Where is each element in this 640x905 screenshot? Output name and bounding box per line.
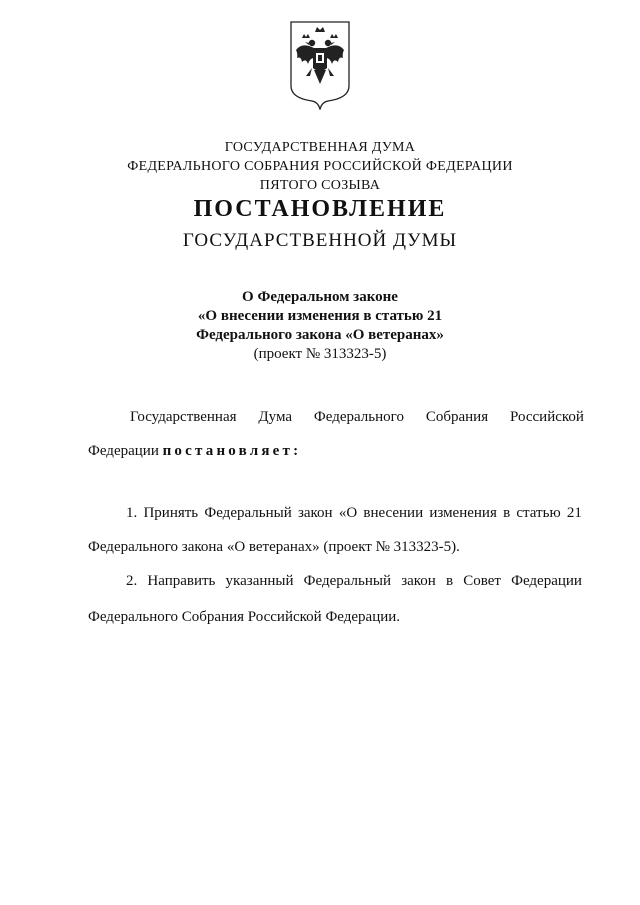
issuing-body-header: [0, 138, 640, 195]
item-word: указанный: [225, 573, 294, 589]
item-word: в: [445, 573, 454, 589]
header-line-2: ФЕДЕРАЛЬНОГО СОБРАНИЯ РОССИЙСКОЙ ФЕДЕРАЦИИ: [127, 159, 513, 174]
item-word: «О: [338, 505, 358, 521]
item-word: в: [503, 505, 511, 521]
preamble-line-1: [130, 409, 584, 426]
item-word: статью: [516, 505, 561, 521]
item-1-line-2: Федерального закона «О ветеранах» (проект № 313323-5).: [88, 539, 460, 555]
item-word: закон: [401, 573, 436, 589]
item-word: Федеральный: [204, 505, 292, 521]
preamble-word: Дума: [258, 409, 293, 425]
preamble-word: Государственная: [130, 409, 237, 425]
item-word: Совет: [463, 573, 501, 589]
subject-line-4: (проект № 313323-5): [253, 346, 387, 362]
item-word: Федеральный: [303, 573, 392, 589]
item-word: Принять: [143, 505, 199, 521]
preamble-word: Российской: [510, 409, 584, 425]
header-line-3: ПЯТОГО СОЗЫВА: [259, 178, 381, 193]
preamble-verb: постановляет:: [162, 443, 302, 459]
preamble-word: Собрания: [425, 409, 489, 425]
item-word: 2.: [126, 573, 138, 589]
preamble-line-2: [88, 443, 584, 460]
item-2-line-2: Федерального Собрания Российской Федерации.: [88, 609, 401, 625]
item-word: Федерации: [511, 573, 582, 589]
item-word: 21: [566, 505, 582, 521]
subject-line-3: Федерального закона «О ветеранах»: [196, 327, 444, 343]
subject-line-1: О Федеральном законе: [242, 289, 398, 305]
preamble-word: Федерального: [313, 409, 404, 425]
subject-line-2: «О внесении изменения в статью 21: [197, 308, 443, 324]
document-subject: [0, 288, 640, 364]
item-word: закон: [297, 505, 333, 521]
document-issuer-title: ГОСУДАРСТВЕННОЙ ДУМЫ: [182, 230, 458, 251]
item-word: 1.: [126, 505, 138, 521]
coat-of-arms-emblem: [288, 18, 352, 110]
item-1-line-1: [126, 505, 582, 522]
item-word: Направить: [147, 573, 216, 589]
item-word: внесении: [363, 505, 424, 521]
document-type-title: ПОСТАНОВЛЕНИЕ: [193, 196, 447, 222]
header-line-1: ГОСУДАРСТВЕННАЯ ДУМА: [224, 140, 416, 155]
item-2-line-1: [126, 573, 582, 590]
preamble-line-2-start: Федерации: [88, 443, 159, 459]
item-word: изменения: [429, 505, 497, 521]
